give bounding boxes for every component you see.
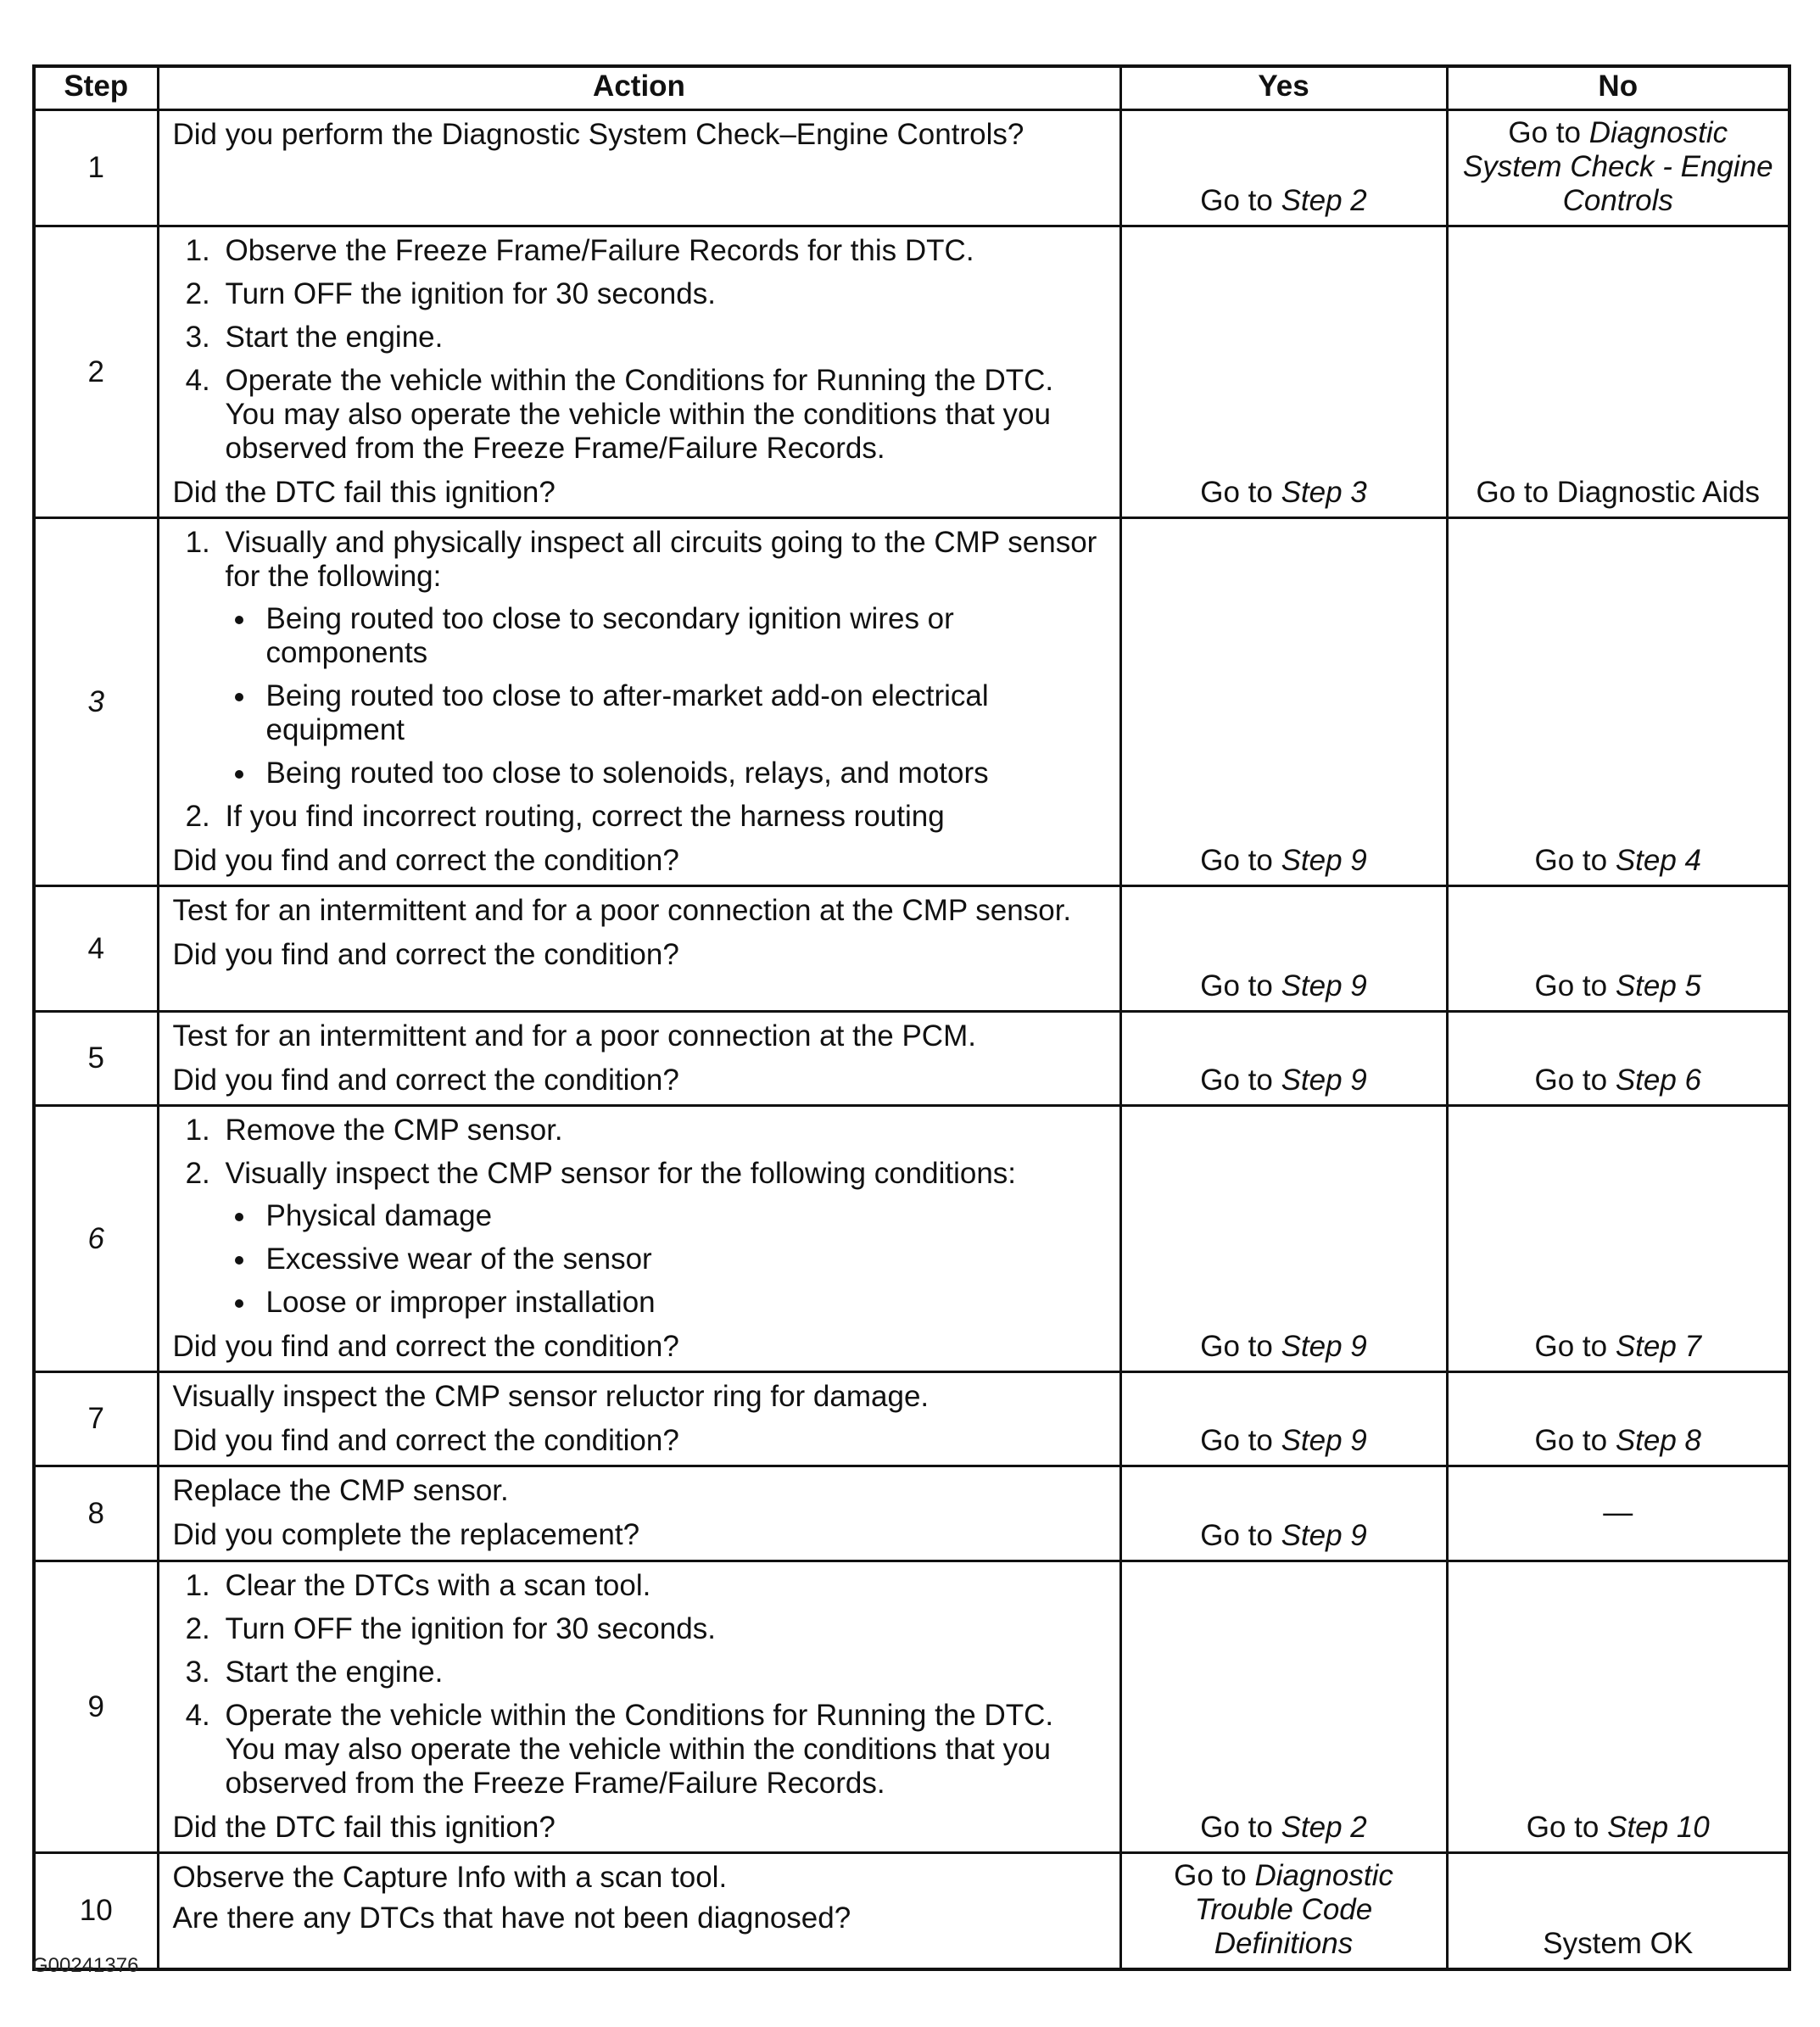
yes-prefix: Go to (1200, 476, 1273, 509)
yes-cell (1120, 110, 1447, 226)
no-step-ref: Step 4 (1615, 844, 1702, 877)
yes-step-ref: Step 2 (1281, 184, 1367, 217)
yes-cell (1120, 226, 1447, 518)
bullet-item: • Being routed too close to after-market add-on electrical equipment (258, 679, 1108, 747)
step-number-text: 3 (87, 684, 104, 718)
table-row (34, 518, 1789, 886)
action-step-item: 4. Operate the vehicle within the Conditions for Running the DTC. You may also operate the vehicle within the conditions that you observed from the Freeze Frame/Failure Records. (219, 364, 1108, 466)
action-question: Did you find and correct the condition? (172, 1424, 679, 1457)
header-step: Step (34, 66, 158, 110)
no-text: Go to Diagnostic Aids (1476, 476, 1761, 509)
yes-cell (1120, 1561, 1447, 1853)
action-step-item: 3. Start the engine. (219, 321, 1108, 355)
yes-prefix: Go to (1174, 1859, 1247, 1892)
action-cell (158, 226, 1120, 518)
action-step-item: 1. Observe the Freeze Frame/Failure Records for this DTC. (219, 234, 1108, 268)
action-question: Did the DTC fail this ignition? (172, 1811, 555, 1844)
header-action: Action (158, 66, 1120, 110)
action-step-item: 2. If you find incorrect routing, correct the harness routing (219, 800, 1108, 834)
diagnostic-table (32, 64, 1791, 1971)
yes-step-ref: Step 9 (1281, 1519, 1367, 1552)
action-step-item: 3. Start the engine. (219, 1656, 1108, 1689)
action-cell (158, 1466, 1120, 1561)
no-cell (1447, 1853, 1789, 1970)
table-row (34, 1561, 1789, 1853)
bullet-item: • Excessive wear of the sensor (258, 1242, 1108, 1276)
table-row (34, 886, 1789, 1012)
bullet-list (226, 602, 1108, 790)
action-step-item: 2. Turn OFF the ignition for 30 seconds. (219, 277, 1108, 311)
step-number: 10 (34, 1853, 158, 1970)
step-number: 8 (34, 1466, 158, 1561)
action-cell (158, 1372, 1120, 1466)
yes-cell (1120, 1372, 1447, 1466)
table-row (34, 1853, 1789, 1970)
action-cell (158, 518, 1120, 886)
no-step-ref: Step 6 (1615, 1064, 1702, 1097)
action-step-text: Visually inspect the CMP sensor for the following conditions: (225, 1157, 1017, 1190)
action-cell (158, 1012, 1120, 1106)
no-cell (1447, 1106, 1789, 1372)
yes-cell (1120, 1012, 1447, 1106)
table-row (34, 1106, 1789, 1372)
action-question: Did the DTC fail this ignition? (172, 476, 555, 509)
action-text: Test for an intermittent and for a poor connection at the CMP sensor. (172, 894, 1072, 927)
yes-step-ref: Diagnostic Trouble Code Definitions (1194, 1859, 1393, 1960)
yes-step-ref: Step 2 (1281, 1811, 1367, 1844)
action-question: Did you perform the Diagnostic System Check–Engine Controls? (172, 118, 1024, 151)
yes-step-ref: Step 9 (1281, 1064, 1367, 1097)
action-cell (158, 1106, 1120, 1372)
yes-cell (1120, 1853, 1447, 1970)
action-text: Replace the CMP sensor. (172, 1474, 509, 1507)
yes-step-ref: Step 9 (1281, 1330, 1367, 1363)
step-number: 5 (34, 1012, 158, 1106)
no-step-ref: Step 7 (1615, 1330, 1702, 1363)
yes-prefix: Go to (1200, 1330, 1273, 1363)
yes-cell (1120, 1106, 1447, 1372)
table-row (34, 1372, 1789, 1466)
action-step-item: 1. Clear the DTCs with a scan tool. (219, 1569, 1108, 1603)
yes-step-ref: Step 9 (1281, 969, 1367, 1002)
table-row (34, 110, 1789, 226)
no-cell (1447, 518, 1789, 886)
bullet-item: • Being routed too close to secondary ignition wires or components (258, 602, 1108, 670)
no-prefix: Go to (1526, 1811, 1599, 1844)
step-number: 7 (34, 1372, 158, 1466)
yes-step-ref: Step 3 (1281, 476, 1367, 509)
table-header-row (34, 66, 1789, 110)
action-text: Observe the Capture Info with a scan tool. (172, 1861, 728, 1894)
no-cell (1447, 886, 1789, 1012)
no-prefix: Go to (1534, 1424, 1608, 1457)
no-step-ref: Step 5 (1615, 969, 1702, 1002)
action-step-text: Visually and physically inspect all circuits going to the CMP sensor for the following: (225, 526, 1097, 593)
no-prefix: Go to (1534, 1330, 1608, 1363)
action-steps-list (173, 1114, 1108, 1320)
action-question: Did you find and correct the condition? (172, 1064, 679, 1097)
yes-prefix: Go to (1200, 1424, 1273, 1457)
action-cell (158, 1561, 1120, 1853)
step-number: 1 (34, 110, 158, 226)
action-step-item: 2. Turn OFF the ignition for 30 seconds. (219, 1612, 1108, 1646)
step-number-text: 6 (87, 1221, 104, 1255)
no-cell (1447, 226, 1789, 518)
action-cell (158, 886, 1120, 1012)
bullet-list (226, 1199, 1108, 1320)
action-question: Did you complete the replacement? (172, 1518, 640, 1551)
yes-prefix: Go to (1200, 1811, 1273, 1844)
step-number: 2 (34, 226, 158, 518)
action-step-item: 1. Remove the CMP sensor. (219, 1114, 1108, 1148)
table-row (34, 1466, 1789, 1561)
no-cell (1447, 1012, 1789, 1106)
action-steps-list (173, 234, 1108, 466)
bullet-item: • Physical damage (258, 1199, 1108, 1233)
header-yes: Yes (1120, 66, 1447, 110)
action-question: Did you find and correct the condition? (172, 938, 679, 971)
no-prefix: Go to (1534, 1064, 1608, 1097)
no-step-ref: Step 10 (1607, 1811, 1710, 1844)
action-step-item (219, 1157, 1108, 1320)
table-row (34, 1012, 1789, 1106)
yes-prefix: Go to (1200, 844, 1273, 877)
step-number (34, 1106, 158, 1372)
step-number: 9 (34, 1561, 158, 1853)
figure-id: G00241376 (32, 1954, 139, 1977)
no-text: System OK (1543, 1927, 1694, 1960)
yes-step-ref: Step 9 (1281, 1424, 1367, 1457)
table-row (34, 226, 1789, 518)
action-text: Test for an intermittent and for a poor connection at the PCM. (172, 1019, 976, 1053)
no-cell (1447, 1466, 1789, 1561)
action-step-item: 4. Operate the vehicle within the Conditions for Running the DTC. You may also operate the vehicle within the conditions that you observed from the Freeze Frame/Failure Records. (219, 1699, 1108, 1801)
step-number (34, 518, 158, 886)
yes-prefix: Go to (1200, 184, 1273, 217)
no-prefix: Go to (1508, 116, 1581, 149)
header-no: No (1447, 66, 1789, 110)
no-cell (1447, 1561, 1789, 1853)
no-step-ref: Step 8 (1615, 1424, 1702, 1457)
no-dash: — (1603, 1495, 1633, 1529)
action-question: Did you find and correct the condition? (172, 1330, 679, 1363)
no-cell (1447, 1372, 1789, 1466)
action-cell (158, 110, 1120, 226)
action-question: Did you find and correct the condition? (172, 844, 679, 877)
yes-prefix: Go to (1200, 1519, 1273, 1552)
action-steps-list (173, 526, 1108, 834)
action-steps-list (173, 1569, 1108, 1801)
no-step-ref: Diagnostic System Check - Engine Controls (1462, 116, 1773, 217)
no-prefix: Go to (1534, 969, 1608, 1002)
yes-cell (1120, 518, 1447, 886)
yes-prefix: Go to (1200, 969, 1273, 1002)
yes-cell (1120, 1466, 1447, 1561)
bullet-item: • Being routed too close to solenoids, relays, and motors (258, 757, 1108, 790)
action-text: Visually inspect the CMP sensor reluctor ring for damage. (172, 1380, 930, 1413)
no-prefix: Go to (1534, 844, 1608, 877)
yes-prefix: Go to (1200, 1064, 1273, 1097)
action-cell (158, 1853, 1120, 1970)
yes-cell (1120, 886, 1447, 1012)
yes-step-ref: Step 9 (1281, 844, 1367, 877)
action-question: Are there any DTCs that have not been diagnosed? (172, 1901, 851, 1935)
no-cell (1447, 110, 1789, 226)
action-step-item (219, 526, 1108, 790)
bullet-item: • Loose or improper installation (258, 1286, 1108, 1320)
step-number: 4 (34, 886, 158, 1012)
